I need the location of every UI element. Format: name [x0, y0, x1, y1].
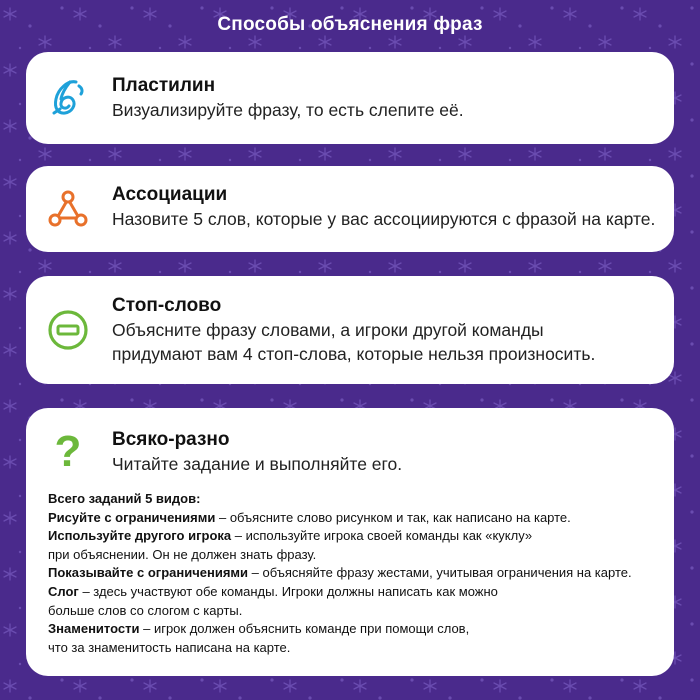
question-mark-icon — [46, 428, 90, 472]
task-item — [48, 583, 660, 602]
task-desc-continuation: больше слов со слогом с карты. — [48, 602, 243, 618]
stop-word-icon — [46, 308, 90, 352]
method-description-line-2: придумают вам 4 стоп-слова, которые нельзя произносить. — [112, 344, 596, 364]
page-title: Способы объяснения фраз — [217, 14, 483, 35]
svg-text:?: ? — [54, 428, 82, 472]
task-desc: – игрок должен объяснить команде при помощи слов, — [139, 621, 470, 637]
task-desc: – объясняйте фразу жестами, учитывая ограничения на карте. — [248, 565, 632, 581]
task-term: Слог — [48, 583, 79, 599]
task-item — [48, 509, 660, 528]
task-desc: – объясните слово рисунком и так, как написано на карте. — [215, 509, 571, 525]
method-description-line-1: Объясните фразу словами, а игроки другой команды — [112, 320, 544, 340]
task-desc-continuation: что за знаменитость написана на карте. — [48, 639, 291, 655]
task-types-list — [48, 490, 660, 657]
method-card-plasticine — [26, 52, 674, 144]
task-term: Знаменитости — [48, 621, 140, 637]
method-card-associations — [26, 166, 674, 252]
method-description: Назовите 5 слов, которые у вас ассоциируются с фразой на карте. — [112, 209, 656, 229]
task-item — [48, 564, 660, 583]
method-card-stop-word — [26, 276, 674, 384]
method-heading: Пластилин — [112, 75, 216, 96]
method-heading: Ассоциации — [112, 184, 228, 205]
method-card-misc — [26, 408, 674, 676]
method-heading: Стоп-слово — [112, 295, 222, 316]
method-description: Визуализируйте фразу, то есть слепите её. — [112, 100, 464, 120]
task-desc: – используйте игрока своей команды как «куклу» — [231, 528, 533, 544]
task-types-intro: Всего заданий 5 видов: — [48, 491, 201, 506]
task-item — [48, 620, 660, 639]
plasticine-icon — [46, 75, 90, 119]
task-desc-continuation: при объяснении. Он не должен знать фразу. — [48, 546, 317, 562]
task-term: Рисуйте с ограничениями — [48, 509, 216, 525]
task-term: Показывайте с ограничениями — [48, 565, 249, 581]
task-desc: – здесь участвуют обе команды. Игроки должны написать как можно — [78, 583, 498, 599]
associations-icon — [46, 187, 90, 231]
task-term: Используйте другого игрока — [48, 528, 232, 544]
method-heading: Всяко-разно — [112, 429, 230, 450]
task-item — [48, 527, 660, 546]
method-description: Читайте задание и выполняйте его. — [112, 454, 403, 474]
